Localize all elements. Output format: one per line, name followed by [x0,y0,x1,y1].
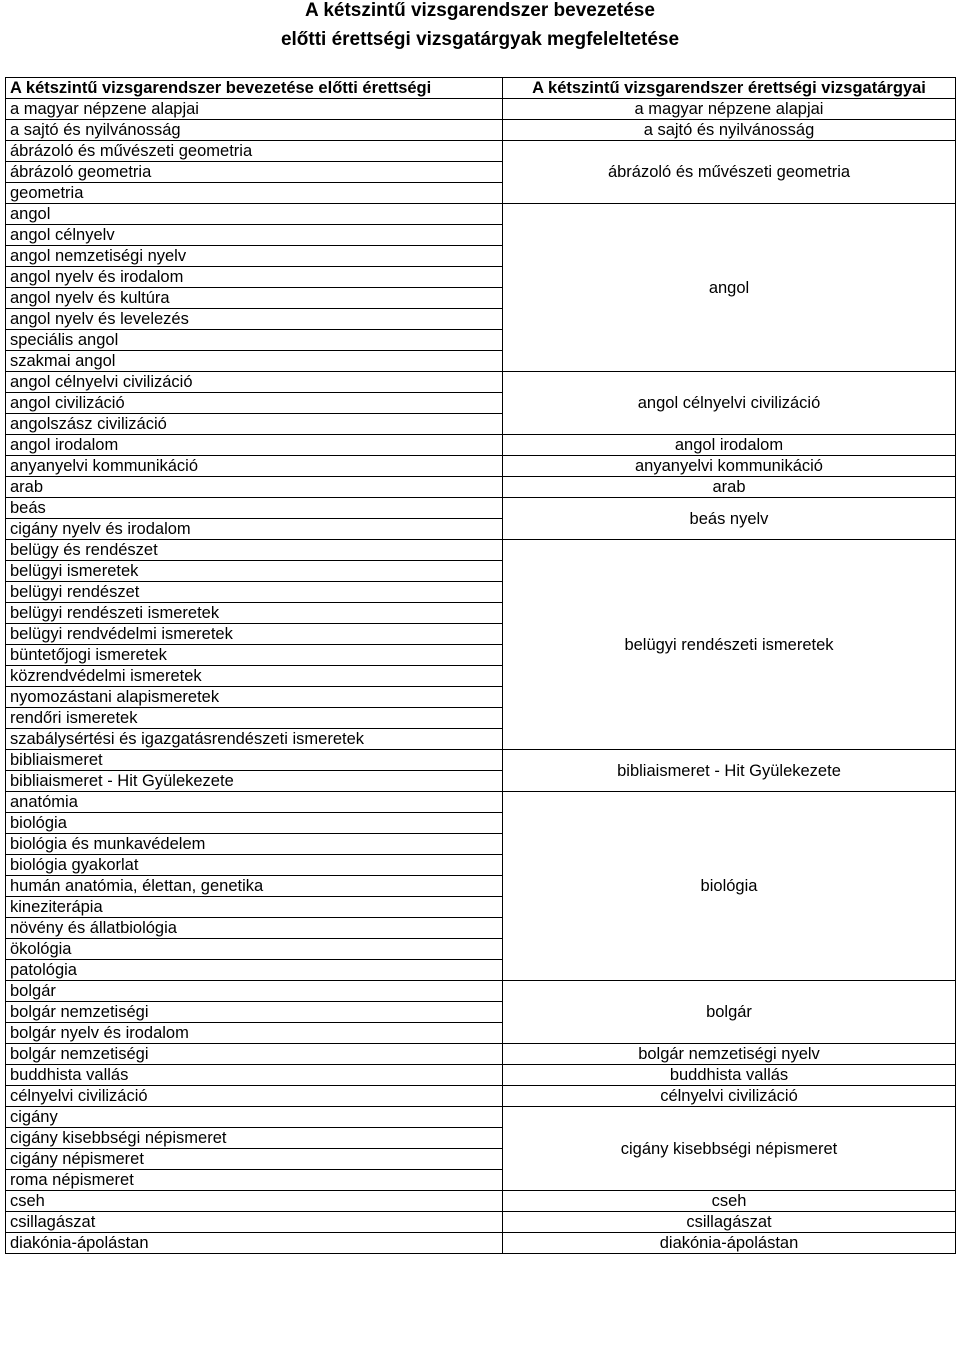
table-row [6,981,956,1002]
old-subject-cell: bolgár nemzetiségi [6,1002,503,1023]
table-row [6,435,956,456]
old-subject-cell: angol célnyelvi civilizáció [6,372,503,393]
table-row [6,141,956,162]
old-subject-cell: büntetőjogi ismeretek [6,645,503,666]
new-subject-cell: bibliaismeret - Hit Gyülekezete [503,750,956,792]
old-subject-cell: angol célnyelv [6,225,503,246]
correspondence-table [5,77,956,1254]
new-subject-cell: bolgár [503,981,956,1044]
old-subject-cell: ábrázoló geometria [6,162,503,183]
new-subject-cell: cigány kisebbségi népismeret [503,1107,956,1191]
new-subject-cell: angol irodalom [503,435,956,456]
new-subject-cell: a sajtó és nyilvánosság [503,120,956,141]
table-row [6,120,956,141]
old-subject-cell: nyomozástani alapismeretek [6,687,503,708]
new-subject-cell: angol célnyelvi civilizáció [503,372,956,435]
old-subject-cell: csillagászat [6,1212,503,1233]
old-subject-cell: ökológia [6,939,503,960]
old-subject-cell: cigány népismeret [6,1149,503,1170]
old-subject-cell: diakónia-ápolástan [6,1233,503,1254]
table-row [6,540,956,561]
old-subject-cell: ábrázoló és művészeti geometria [6,141,503,162]
old-subject-cell: belügyi rendészeti ismeretek [6,603,503,624]
old-subject-cell: belügy és rendészet [6,540,503,561]
old-subject-cell: biológia [6,813,503,834]
old-subject-cell: belügyi rendvédelmi ismeretek [6,624,503,645]
old-subject-cell: biológia gyakorlat [6,855,503,876]
old-subject-cell: növény és állatbiológia [6,918,503,939]
old-subject-cell: biológia és munkavédelem [6,834,503,855]
page-subtitle: előtti érettségi vizsgatárgyak megfeleltetése [280,29,680,50]
table-row [6,498,956,519]
old-subject-cell: célnyelvi civilizáció [6,1086,503,1107]
table-row [6,372,956,393]
table-row [6,1191,956,1212]
table-body [6,99,956,1254]
old-subject-cell: cigány nyelv és irodalom [6,519,503,540]
new-subject-cell: belügyi rendészeti ismeretek [503,540,956,750]
new-subject-cell: bolgár nemzetiségi nyelv [503,1044,956,1065]
table-row [6,1107,956,1128]
old-subject-cell: a sajtó és nyilvánosság [6,120,503,141]
table-row [6,99,956,120]
table-row [6,750,956,771]
old-subject-cell: patológia [6,960,503,981]
old-subject-cell: bibliaismeret - Hit Gyülekezete [6,771,503,792]
old-subject-cell: speciális angol [6,330,503,351]
page-title: A kétszintű vizsgarendszer bevezetése [305,0,655,21]
header-new-subjects: A kétszintű vizsgarendszer érettségi vizsgatárgyai [503,78,956,99]
new-subject-cell: buddhista vallás [503,1065,956,1086]
new-subject-cell: a magyar népzene alapjai [503,99,956,120]
old-subject-cell: bolgár nyelv és irodalom [6,1023,503,1044]
old-subject-cell: belügyi ismeretek [6,561,503,582]
old-subject-cell: beás [6,498,503,519]
old-subject-cell: angol nemzetiségi nyelv [6,246,503,267]
new-subject-cell: ábrázoló és művészeti geometria [503,141,956,204]
old-subject-cell: angol [6,204,503,225]
new-subject-cell: arab [503,477,956,498]
new-subject-cell: angol [503,204,956,372]
new-subject-cell: beás nyelv [503,498,956,540]
new-subject-cell: célnyelvi civilizáció [503,1086,956,1107]
old-subject-cell: szabálysértési és igazgatásrendészeti ismeretek [6,729,503,750]
old-subject-cell: cigány [6,1107,503,1128]
old-subject-cell: angolszász civilizáció [6,414,503,435]
old-subject-cell: cseh [6,1191,503,1212]
table-header-row [6,78,956,99]
old-subject-cell: bolgár nemzetiségi [6,1044,503,1065]
old-subject-cell: szakmai angol [6,351,503,372]
old-subject-cell: anatómia [6,792,503,813]
table-row [6,204,956,225]
old-subject-cell: cigány kisebbségi népismeret [6,1128,503,1149]
old-subject-cell: roma népismeret [6,1170,503,1191]
new-subject-cell: cseh [503,1191,956,1212]
old-subject-cell: buddhista vallás [6,1065,503,1086]
table-row [6,1044,956,1065]
new-subject-cell: biológia [503,792,956,981]
old-subject-cell: rendőri ismeretek [6,708,503,729]
table-row [6,477,956,498]
table-row [6,792,956,813]
table-row [6,1086,956,1107]
old-subject-cell: angol nyelv és kultúra [6,288,503,309]
old-subject-cell: bolgár [6,981,503,1002]
new-subject-cell: csillagászat [503,1212,956,1233]
old-subject-cell: belügyi rendészet [6,582,503,603]
old-subject-cell: angol civilizáció [6,393,503,414]
old-subject-cell: anyanyelvi kommunikáció [6,456,503,477]
old-subject-cell: kineziterápia [6,897,503,918]
new-subject-cell: anyanyelvi kommunikáció [503,456,956,477]
old-subject-cell: angol irodalom [6,435,503,456]
table-row [6,1233,956,1254]
new-subject-cell: diakónia-ápolástan [503,1233,956,1254]
old-subject-cell: geometria [6,183,503,204]
old-subject-cell: angol nyelv és levelezés [6,309,503,330]
table-row [6,1065,956,1086]
old-subject-cell: a magyar népzene alapjai [6,99,503,120]
table-row [6,1212,956,1233]
table-row [6,456,956,477]
old-subject-cell: közrendvédelmi ismeretek [6,666,503,687]
old-subject-cell: bibliaismeret [6,750,503,771]
header-old-subjects: A kétszintű vizsgarendszer bevezetése előtti érettségi [6,78,503,99]
old-subject-cell: angol nyelv és irodalom [6,267,503,288]
old-subject-cell: humán anatómia, élettan, genetika [6,876,503,897]
old-subject-cell: arab [6,477,503,498]
